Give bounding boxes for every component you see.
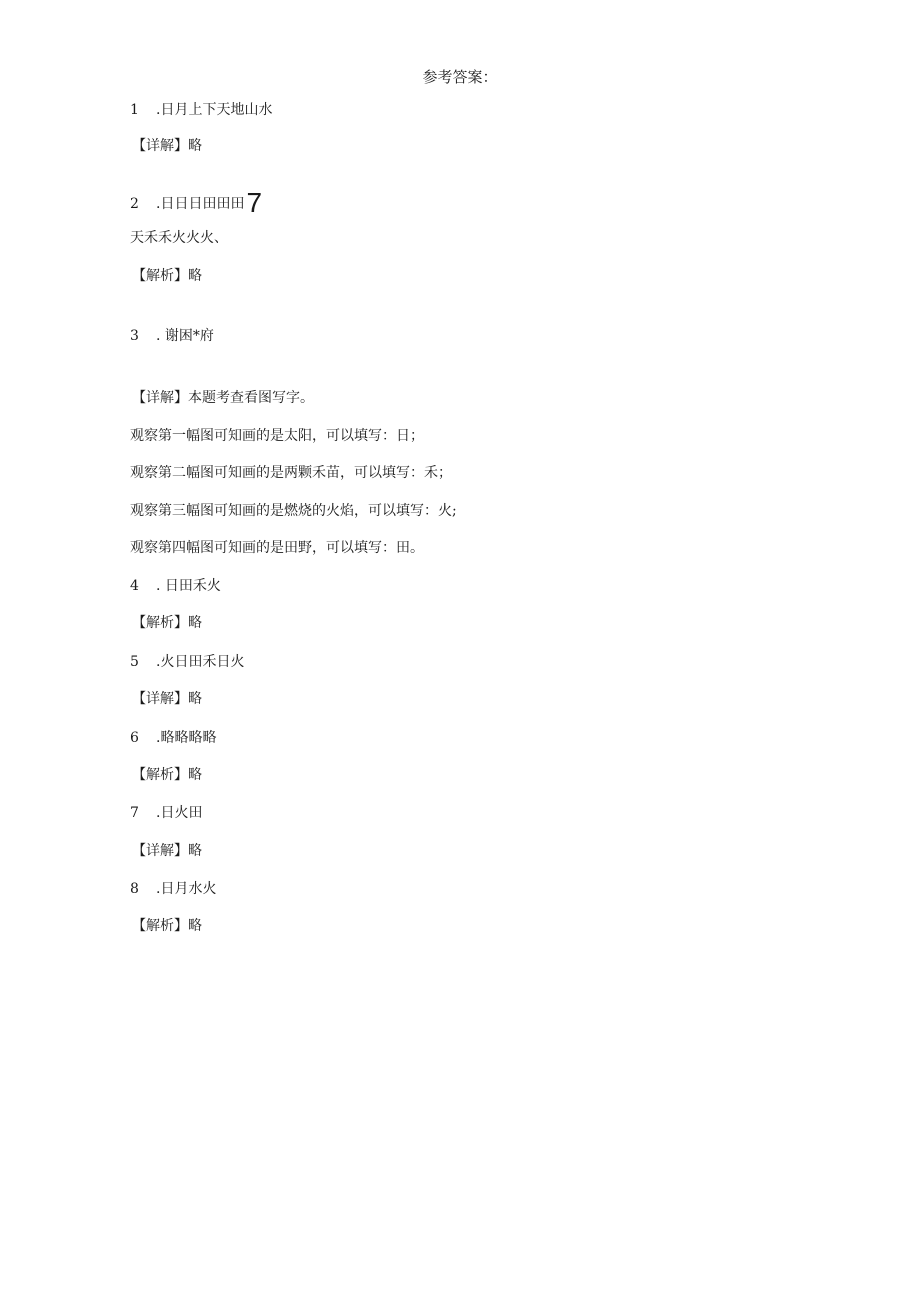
note-6: 【解析】略: [132, 767, 202, 783]
answer-text: . 谢困*府: [156, 328, 214, 344]
answer-text: .日月上下天地山水: [156, 102, 273, 118]
note-7: 【详解】略: [132, 843, 202, 859]
page-title: 参考答案：: [422, 68, 498, 86]
question-number: 3: [130, 328, 139, 344]
answer-4: [130, 577, 221, 595]
explanation-line-2: 观察第二幅图可知画的是两颗禾苗，可以填写：禾；: [130, 465, 452, 481]
note-1: 【详解】略: [132, 138, 202, 154]
answer-5: [130, 653, 244, 671]
answer-7: [130, 804, 202, 822]
answer-text: .火日田禾日火: [156, 654, 245, 670]
note-4: 【解析】略: [132, 615, 202, 631]
answer-text: .日火田: [156, 805, 203, 821]
question-number: 8: [130, 881, 139, 897]
question-number: 4: [130, 578, 139, 594]
question-number: 1: [130, 102, 139, 118]
note-2: 【解析】略: [132, 268, 202, 284]
answer-text: . 日田禾火: [156, 578, 221, 594]
explanation-line-1: 观察第一幅图可知画的是太阳，可以填写：日；: [130, 428, 424, 444]
note-3: 【详解】本题考查看图写字。: [132, 390, 314, 406]
answer-text: .略略略略: [156, 730, 217, 746]
answer-2: [130, 189, 262, 217]
answer-6: [130, 729, 216, 747]
answer-text: .日日日田田田: [156, 196, 245, 212]
answer-large-digit: 7: [246, 187, 263, 218]
answer-8: [130, 880, 216, 898]
answer-3: [130, 327, 214, 345]
explanation-line-4: 观察第四幅图可知画的是田野，可以填写：田。: [130, 540, 424, 556]
question-number: 7: [130, 805, 139, 821]
note-5: 【详解】略: [132, 691, 202, 707]
answer-1: [130, 101, 272, 119]
answer-text: .日月水火: [156, 881, 217, 897]
answer-2-line2: 天禾禾火火火、: [130, 230, 228, 246]
explanation-line-3: 观察第三幅图可知画的是燃烧的火焰，可以填写：火;: [130, 503, 457, 519]
note-8: 【解析】略: [132, 918, 202, 934]
question-number: 5: [130, 654, 139, 670]
question-number: 2: [130, 196, 139, 212]
question-number: 6: [130, 730, 139, 746]
